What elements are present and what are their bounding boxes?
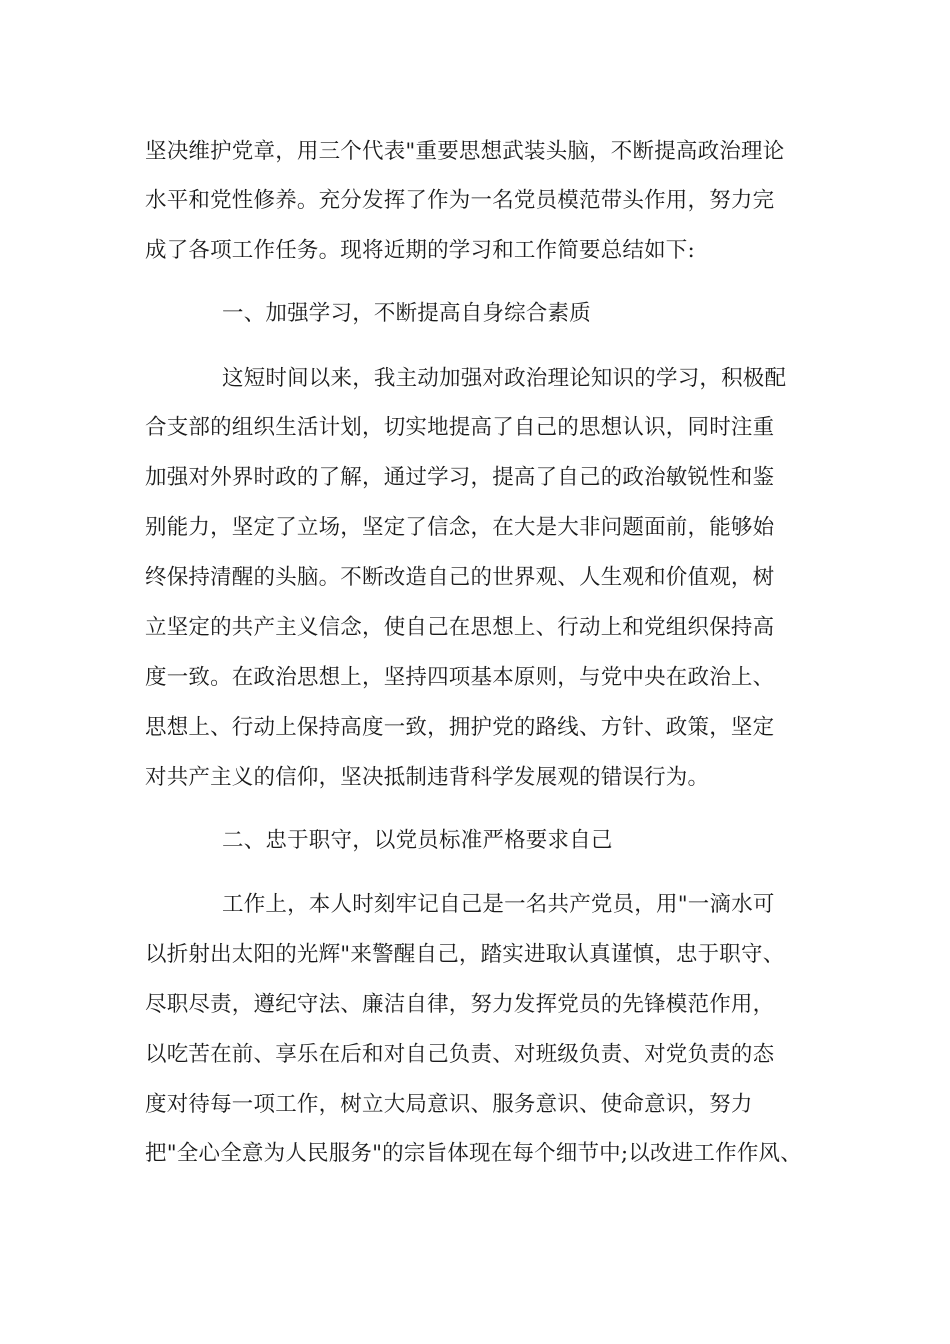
body-text-line: 度一致。在政治思想上，坚持四项基本原则，与党中央在政治上、 (145, 665, 775, 690)
body-text-line: 这短时间以来，我主动加强对政治理论知识的学习，积极配 (222, 366, 787, 391)
body-text-line: 思想上、行动上保持高度一致，拥护党的路线、方针、政策，坚定 (145, 715, 775, 740)
body-text-line: 合支部的组织生活计划，切实地提高了自己的思想认识，同时注重 (145, 415, 775, 440)
body-text-line: 水平和党性修养。充分发挥了作为一名党员模范带头作用，努力完 (145, 188, 775, 213)
body-text-line: 加强对外界时政的了解，通过学习，提高了自己的政治敏锐性和鉴 (145, 465, 775, 490)
body-text-line: 以折射出太阳的光辉"来警醒自己，踏实进取认真谨慎，忠于职守、 (145, 942, 785, 967)
section-heading-1: 一、加强学习，不断提高自身综合素质 (222, 301, 591, 326)
body-text-line: 把"全心全意为人民服务"的宗旨体现在每个细节中;以改进工作作风、 (145, 1141, 802, 1166)
body-text-line: 终保持清醒的头脑。不断改造自己的世界观、人生观和价值观，树 (145, 565, 775, 590)
body-text-line: 以吃苦在前、享乐在后和对自己负责、对班级负责、对党负责的态 (145, 1042, 775, 1067)
body-text-line: 坚决维护党章，用三个代表"重要思想武装头脑，不断提高政治理论 (145, 139, 785, 164)
section-heading-2: 二、忠于职守，以党员标准严格要求自己 (222, 828, 613, 853)
body-text-line: 工作上，本人时刻牢记自己是一名共产党员，用"一滴水可 (222, 892, 775, 917)
body-text-line: 度对待每一项工作，树立大局意识、服务意识、使命意识，努力 (145, 1092, 753, 1117)
body-text-line: 别能力，坚定了立场，坚定了信念，在大是大非问题面前，能够始 (145, 515, 775, 540)
body-text-line: 立坚定的共产主义信念，使自己在思想上、行动上和党组织保持高 (145, 615, 775, 640)
body-text-line: 尽职尽责，遵纪守法、廉洁自律，努力发挥党员的先锋模范作用， (145, 992, 775, 1017)
body-text-line: 成了各项工作任务。现将近期的学习和工作简要总结如下: (145, 238, 695, 263)
body-text-line: 对共产主义的信仰，坚决抵制违背科学发展观的错误行为。 (145, 765, 710, 790)
